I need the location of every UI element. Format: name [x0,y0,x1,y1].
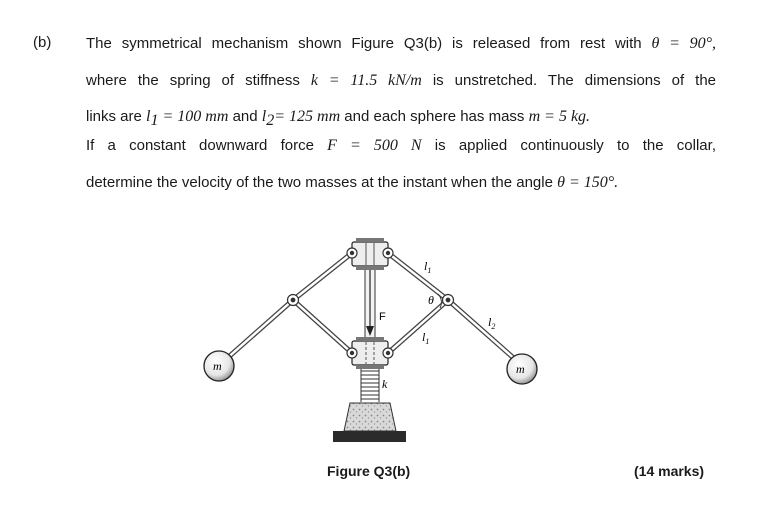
label-mass-right: m [516,362,525,376]
question-line-1: The symmetrical mechanism shown Figure Q3(b) is released from rest with θ = 90°, [86,35,716,52]
base-pedestal [333,403,406,442]
label-l1-bottom: $l_1$ [422,330,430,346]
label-spring: k [382,377,388,391]
question-line-4: If a constant downward force F = 500 N is applied continuously to the collar, [86,137,716,154]
figure-caption: Figure Q3(b) [327,463,411,479]
question-line-2: where the spring of stiffness k = 11.5 kN/m is unstretched. The dimensions of the [86,71,717,89]
question-line-5: determine the velocity of the two masses at the instant when the angle θ = 150°. [86,173,619,191]
question-paragraph-2 [86,128,716,201]
part-label: (b) [33,34,52,51]
question-paragraph-1 [86,26,716,140]
label-force: F [379,311,386,323]
marks-label: (14 marks) [634,463,705,479]
label-theta: θ [428,293,434,307]
label-l1-top: $l_1$ [424,259,432,275]
mechanism-figure [190,228,570,453]
label-mass-left: m [213,359,222,373]
question-line-3: links are $l_1 = 100$ mm and $l_2= 125$ mm and each sphere has mass m = 5 kg. [86,108,591,129]
label-l2: $l_2$ [488,315,496,331]
